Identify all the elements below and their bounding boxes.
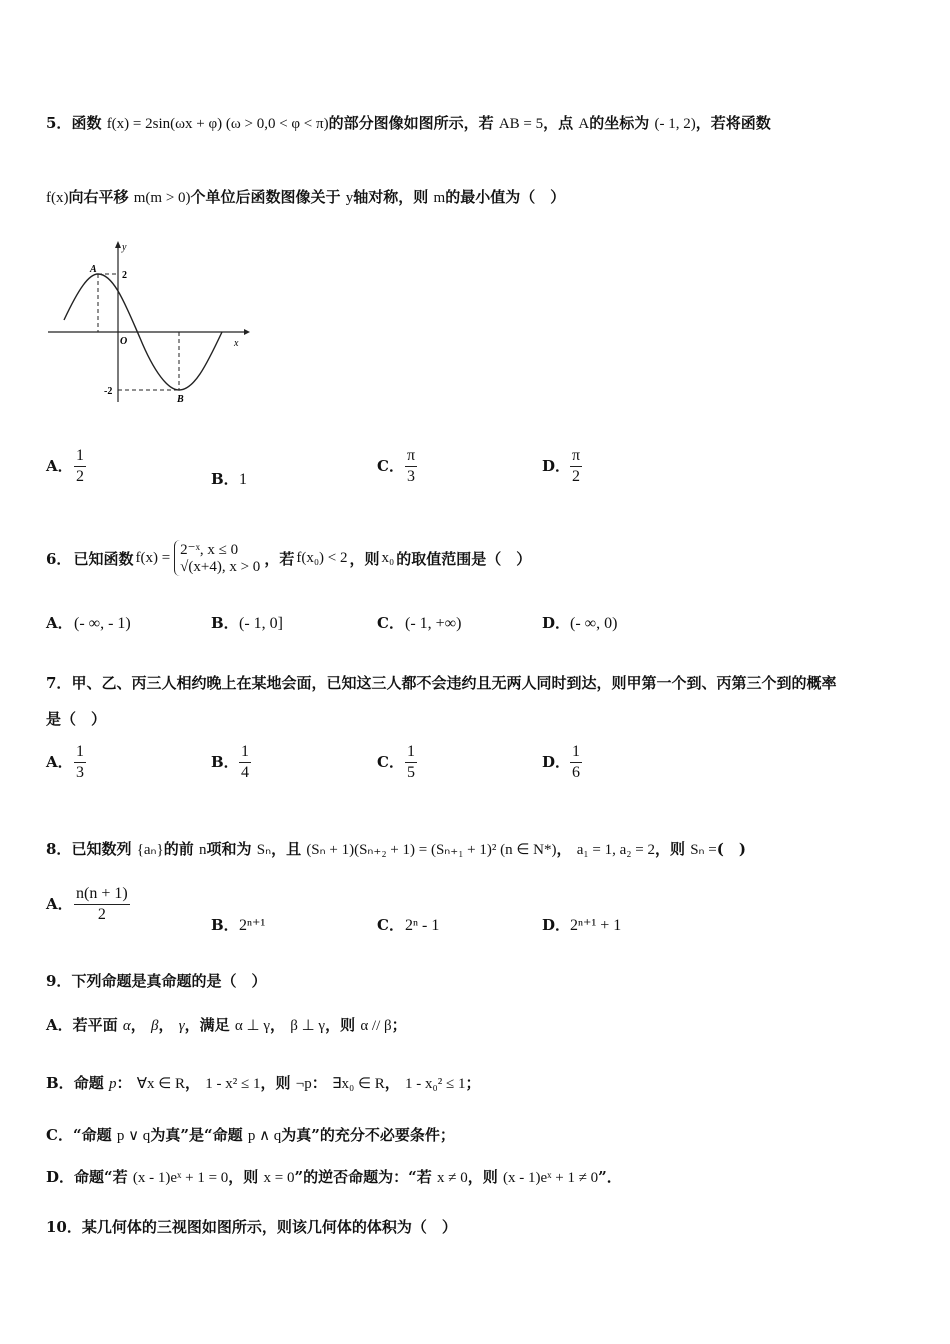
option-label: D． [46,1168,75,1186]
q5-option-d [542,446,582,487]
option-label: B． [211,752,239,771]
q9-number: 9． [46,972,72,990]
q7-text: 甲、乙、丙三人相约晚上在某地会面，已知这三人都不会违约且无两人同时到达，则甲第一个到、丙第三个到的概率 [71,674,837,692]
q5-text: ，点 [543,114,574,132]
q9-expression: 1 - x² ≤ 1 [205,1076,261,1092]
q5-text: 的最小值为（ ） [445,188,566,206]
q9-expression: x = 0 [263,1170,295,1186]
fraction [405,446,417,487]
q6-option-b [211,612,283,633]
q9-relation: α ⊥ γ [234,1018,270,1034]
q9-expression: ∀x ∈ R [136,1076,186,1092]
q8-text: 已知数列 [71,840,132,858]
q8-text: ( ) [716,840,746,858]
option-label: C． [377,614,404,632]
option-label: A． [46,1016,73,1034]
q9-text: “命题 [72,1126,112,1144]
q6-text: 已知函数 [73,549,134,568]
q8-option-b [211,914,265,935]
q9-text: ， [185,1074,201,1092]
q6-text: ，若 [264,549,295,568]
q6-text: ，则 [349,549,380,568]
q8-option-c [377,914,439,935]
q5-ab-length: AB = 5 [498,116,544,132]
numerator: n(n + 1) [74,884,130,905]
option-label: C． [377,916,404,934]
q9-p-and-q: p ∧ q [247,1128,282,1144]
fraction [74,884,130,925]
q6-text: 的取值范围是（ ） [396,549,532,568]
q9-text: 命题 [73,1074,104,1092]
denominator: 3 [407,468,416,485]
option-value: (- ∞, 0) [570,615,618,632]
q9-text: ”的逆否命题为：“若 [294,1168,432,1186]
q9-p-or-q: p ∨ q [116,1128,151,1144]
numerator: π [570,446,582,467]
option-value: (- ∞, - 1) [74,615,131,632]
q9-text: ”． [598,1168,622,1186]
option-value: 1 [239,471,247,488]
q9-text: 命题“若 [74,1168,128,1186]
q7-line2 [46,708,106,729]
q8-initial-values: a₁ = 1, a₂ = 2 [576,842,655,858]
q9-text: ； [391,1016,407,1034]
q8-sn: Sₙ [256,842,272,858]
label-2: 2 [122,270,127,281]
denominator: 4 [241,764,249,781]
q9-text: ， [130,1016,146,1034]
label-o: O [120,336,128,347]
q7-number: 7． [46,674,72,692]
q5-coordinate-a: (- 1, 2) [654,116,696,132]
q6-case2: √(x+4), x > 0 [180,559,261,575]
numerator: 1 [74,446,86,467]
q5-line1 [46,112,771,133]
q7-option-c [377,742,417,783]
option-label: A． [46,456,73,475]
q9-relation: α // β [360,1018,392,1034]
q5-text: 轴对称，则 [353,188,429,206]
label-neg2: -2 [104,386,113,397]
q8-text: 项和为 [206,840,252,858]
q9-beta: β [151,1018,159,1034]
q9-text: ， [158,1016,174,1034]
q9-option-d [46,1166,622,1187]
q6-option-a [46,612,131,633]
q9-stem [46,970,266,991]
option-value: 2ⁿ⁺¹ [239,917,266,934]
q7-option-b [211,742,251,783]
option-value: 2ⁿ⁺¹ + 1 [570,917,622,934]
option-label: A． [46,614,73,632]
q5-text: 的坐标为 [589,114,650,132]
q7-option-a [46,742,86,783]
q5-text: ，若将函数 [695,114,771,132]
label-b: B [177,394,184,405]
q9-text: 下列命题是真命题的是（ ） [71,972,267,990]
fraction [74,446,86,487]
q8-text: 的前 [163,840,194,858]
numerator: π [405,446,417,467]
option-value: 2ⁿ - 1 [405,917,440,934]
q6-stem [46,540,531,576]
q5-point-a: A [578,116,590,132]
q9-expression: x ≠ 0 [437,1170,468,1186]
q9-expression: (x - 1)eˣ + 1 ≠ 0 [503,1170,599,1186]
q5-option-c [377,446,417,487]
q5-option-a [46,446,86,487]
fraction [405,742,417,783]
q5-sine-graph [44,236,254,408]
q6-number: 6． [46,549,72,568]
q5-text: 函数 [71,114,102,132]
q5-number: 5． [46,114,72,132]
q5-text: 向右平移 [68,188,129,206]
fraction [570,446,582,487]
q9-text: ； [465,1074,481,1092]
q8-stem [46,838,746,859]
q9-text: ，则 [228,1168,259,1186]
q6-condition: f(x₀) < 2 [296,549,348,566]
q5-option-b [211,468,247,489]
q9-expression: (x - 1)eˣ + 1 = 0 [132,1170,229,1186]
label-a: A [90,264,97,275]
fraction [570,742,582,783]
option-label: C． [377,752,404,771]
option-label: D． [542,752,571,771]
denominator: 5 [407,764,415,781]
q9-expression: 1 - x₀² ≤ 1 [405,1076,466,1092]
denominator: 2 [76,468,84,485]
numerator: 1 [74,742,86,763]
q8-text: ，且 [271,840,302,858]
q9-text: ： [311,1074,327,1092]
q10-number: 10． [46,1218,82,1236]
q8-number: 8． [46,840,72,858]
q9-alpha: α [122,1018,131,1034]
option-label: D． [542,916,571,934]
q9-option-b [46,1072,481,1093]
denominator: 6 [572,764,580,781]
q5-text: 个单位后函数图像关于 [190,188,341,206]
q6-option-c [377,612,461,633]
label-x: x [234,338,239,349]
q8-option-d [542,914,621,935]
q9-expression: ∃x₀ ∈ R [331,1076,385,1092]
y-axis-arrow [115,241,121,248]
q8-option-a [46,884,130,925]
option-label: B． [211,470,239,488]
q5-m-condition: m(m > 0) [133,190,191,206]
label-y: y [122,242,127,253]
option-label: B． [211,916,239,934]
q9-text: 若平面 [72,1016,118,1034]
q8-text: ，则 [654,840,685,858]
q9-not-p: ¬p [295,1076,312,1092]
numerator: 1 [239,742,251,763]
q8-relation: (Sₙ + 1)(Sₙ₊₂ + 1) = (Sₙ₊₁ + 1)² (n ∈ N*) [306,842,557,858]
q9-text: ， [269,1016,285,1034]
q6-option-d [542,612,617,633]
fraction [239,742,251,783]
option-label: A． [46,894,73,913]
q6-x0: x₀ [381,549,395,566]
fraction [74,742,86,783]
q10-stem [46,1216,457,1237]
q10-text: 某几何体的三视图如图所示，则该几何体的体积为（ ） [81,1218,457,1236]
q8-text: ， [556,840,572,858]
q7-option-d [542,742,582,783]
q6-fx: f(x) = [135,549,171,566]
option-value: (- 1, +∞) [405,615,462,632]
q5-m: m [433,190,446,206]
option-label: A． [46,752,73,771]
option-value: (- 1, 0] [239,615,283,632]
q9-text: ，则 [467,1168,498,1186]
q7-text: 是（ ） [46,710,107,728]
q9-p: p [108,1076,117,1092]
q9-text: ： [116,1074,132,1092]
denominator: 2 [97,906,106,923]
option-label: C． [377,456,404,475]
q9-option-a [46,1014,407,1035]
q9-text: 为真”的充分不必要条件； [281,1126,455,1144]
denominator: 2 [572,468,581,485]
q9-relation: β ⊥ γ [290,1018,326,1034]
q8-sequence: {aₙ} [136,842,164,858]
q9-text: ，则 [260,1074,291,1092]
q7-line1 [46,672,836,693]
q9-text: ，则 [325,1016,356,1034]
q5-function-formula: f(x) = 2sin(ωx + φ) (ω > 0,0 < φ < π) [106,116,329,132]
option-label: D． [542,456,571,475]
q8-sn-answer: Sₙ = [690,842,717,858]
q9-text: ，满足 [184,1016,230,1034]
q6-piecewise [174,540,260,576]
q9-option-c [46,1124,455,1145]
numerator: 1 [570,742,582,763]
x-axis-arrow [244,329,250,335]
q9-gamma: γ [178,1018,185,1034]
q9-text: ， [384,1074,400,1092]
q6-case1: 2⁻ˣ, x ≤ 0 [180,542,239,558]
option-label: B． [46,1074,74,1092]
option-label: B． [211,614,239,632]
q5-text: 的部分图像如图所示，若 [328,114,494,132]
option-label: D． [542,614,571,632]
denominator: 3 [76,764,84,781]
numerator: 1 [405,742,417,763]
q5-y-axis: y [345,190,354,206]
q9-text: 为真”是“命题 [150,1126,243,1144]
option-label: C． [46,1126,73,1144]
q5-line2 [46,186,565,207]
q5-fx: f(x) [46,190,69,206]
q8-n: n [198,842,207,858]
